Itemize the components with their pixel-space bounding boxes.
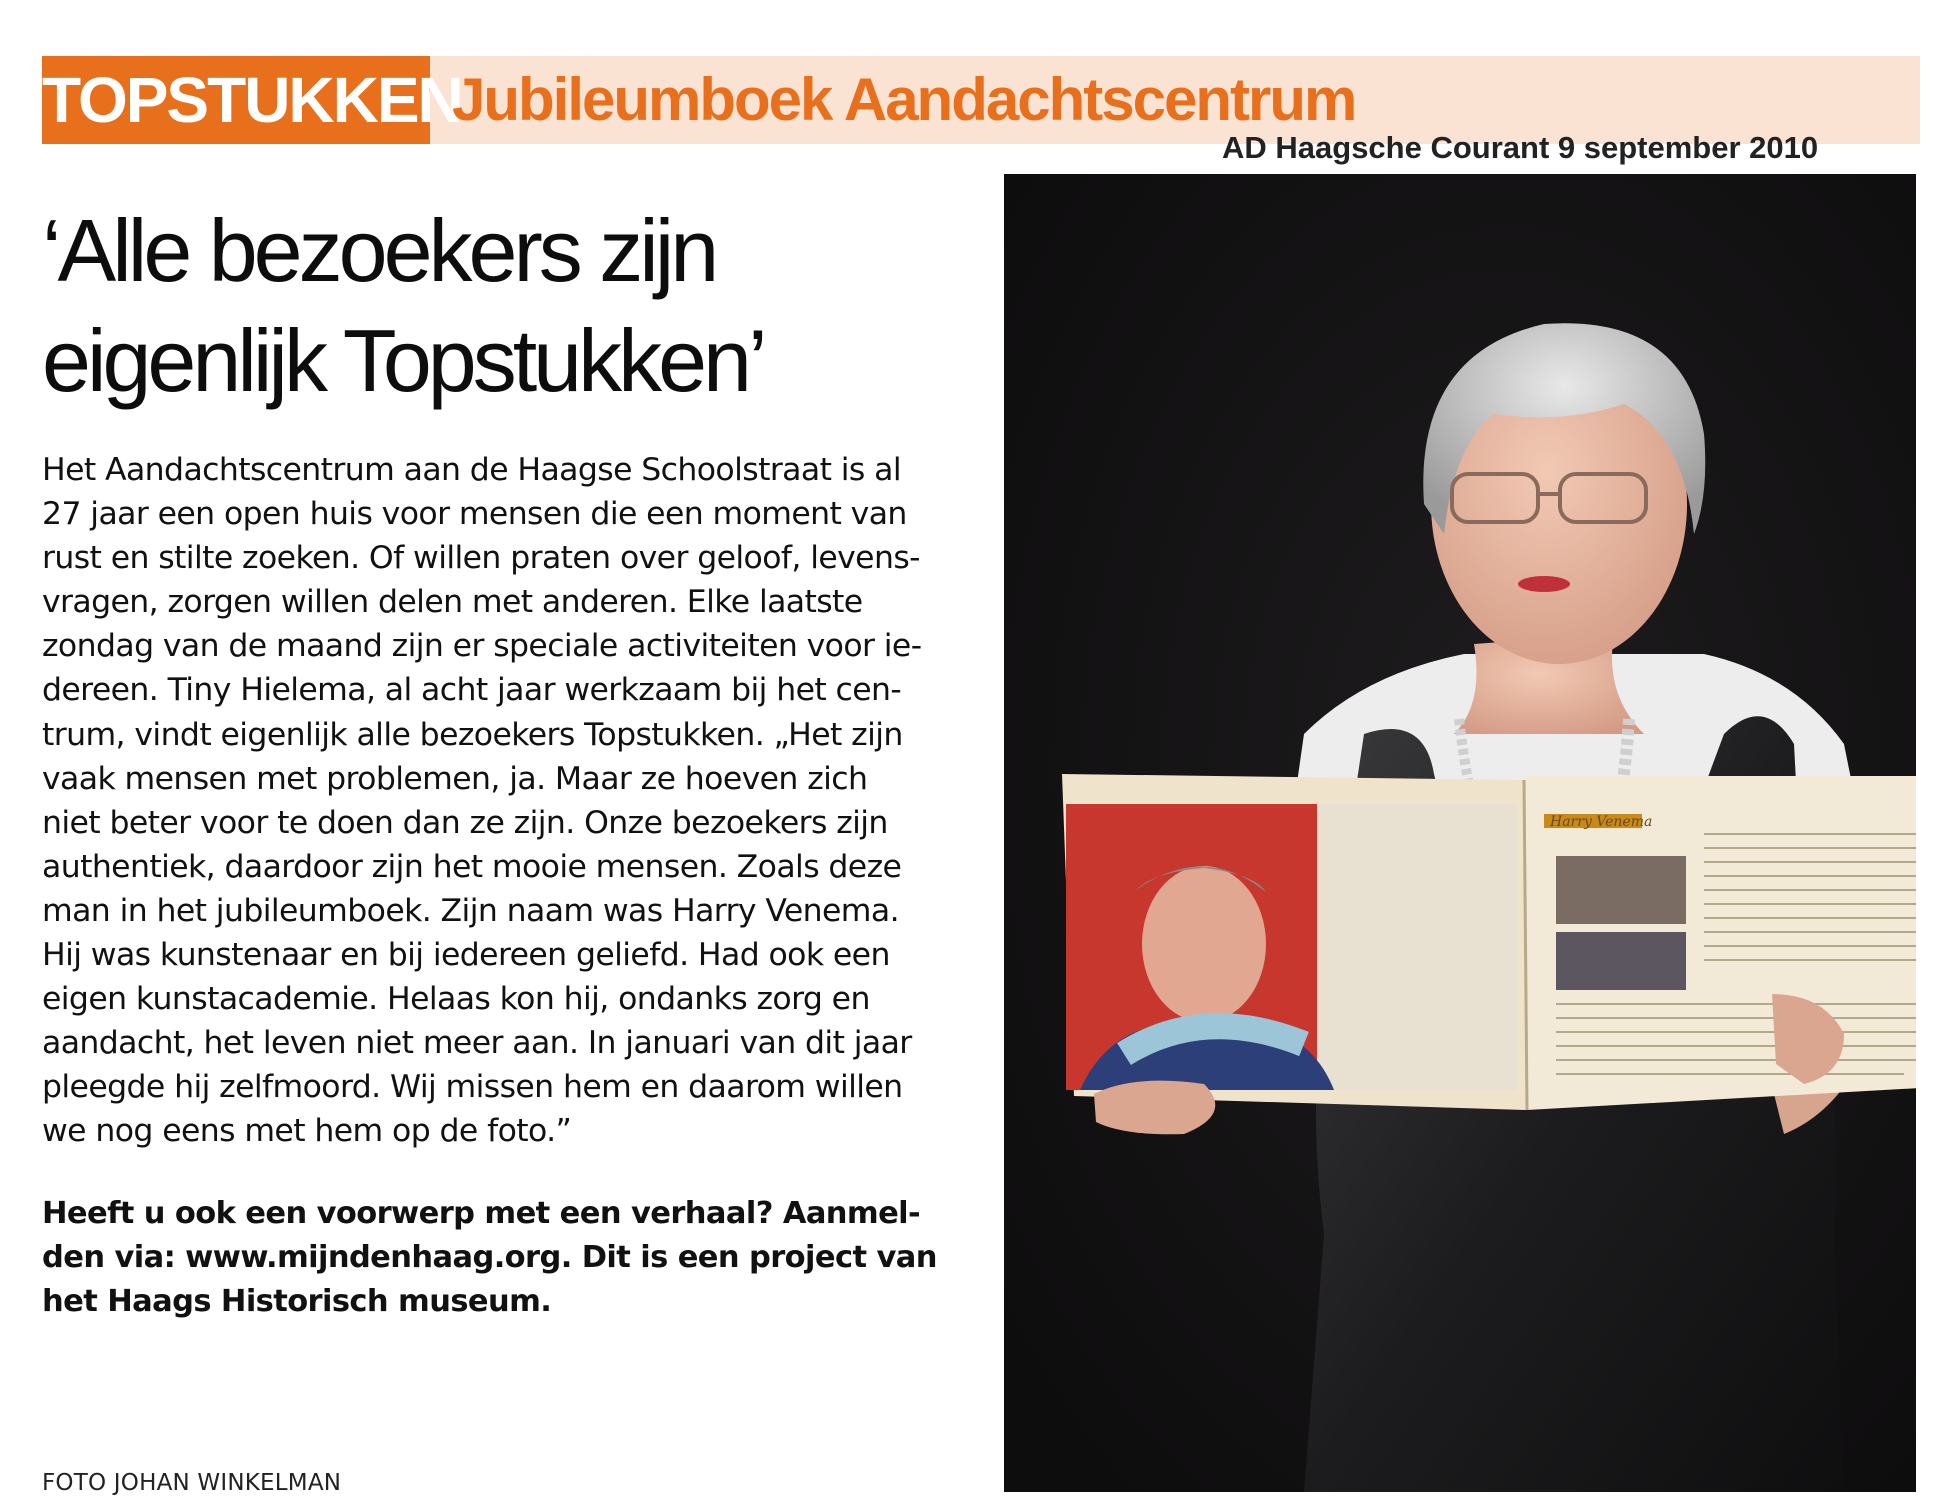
book-inset-photo-1 [1556, 856, 1686, 924]
body-line: trum, vindt eigenlijk alle bezoekers Topstukken. „Het zijn [42, 716, 903, 753]
body-line: rust en stilte zoeken. Of willen praten over geloof, levens- [42, 540, 920, 577]
lips [1518, 576, 1570, 592]
left-hand [1094, 1081, 1215, 1135]
body-line: 27 jaar een open huis voor mensen die een moment van [42, 496, 907, 533]
cta-line: het Haags Historisch museum. [42, 1284, 552, 1319]
portrait-photo [1004, 174, 1916, 1492]
body-line: we nog eens met hem op de foto.” [42, 1113, 572, 1150]
cta-line: den via: www.mijndenhaag.org. Dit is een project van [42, 1240, 937, 1275]
photo-credit: FOTO JOHAN WINKELMAN [42, 1470, 342, 1496]
book-photo-man-face [1142, 866, 1266, 1022]
body-line: dereen. Tiny Hielema, al acht jaar werkzaam bij het cen- [42, 672, 902, 709]
book-inset-photo-2 [1556, 932, 1686, 990]
source-line: AD Haagsche Courant 9 september 2010 [1222, 130, 1819, 165]
body-line: zondag van de maand zijn er speciale activiteiten voor ie- [42, 628, 922, 665]
body-line: authentiek, daardoor zijn het mooie mensen. Zoals deze [42, 848, 902, 885]
body-text [42, 448, 962, 1154]
body-line: eigen kunstacademie. Helaas kon hij, ondanks zorg en [42, 981, 870, 1018]
body-line: niet beter voor te doen dan ze zijn. Onze bezoekers zijn [42, 804, 888, 841]
cta-line: Heeft u ook een voorwerp met een verhaal? Aanmel- [42, 1196, 921, 1231]
body-line: pleegde hij zelfmoord. Wij missen hem en daarom willen [42, 1069, 903, 1106]
headline [42, 196, 982, 416]
portrait-illustration [1004, 174, 1916, 1492]
body-line: man in het jubileumboek. Zijn naam was Harry Venema. [42, 892, 899, 929]
body-line: Het Aandachtscentrum aan de Haagse Schoolstraat is al [42, 452, 901, 488]
headline-line-1: ‘Alle bezoekers zijn [42, 201, 716, 300]
body-line: vaak mensen met problemen, ja. Maar ze hoeven zich [42, 760, 868, 797]
body-line: vragen, zorgen willen delen met anderen. Elke laatste [42, 584, 863, 621]
headline-line-2: eigenlijk Topstukken’ [42, 311, 764, 410]
section-title: Jubileumboek Aandachtscentrum [452, 66, 1356, 133]
body-line: aandacht, het leven niet meer aan. In januari van dit jaar [42, 1025, 912, 1062]
book-heading: Harry Venema [1550, 814, 1653, 830]
body-line: Hij was kunstenaar en bij iedereen geliefd. Had ook een [42, 937, 890, 974]
call-to-action [42, 1192, 962, 1324]
section-label: TOPSTUKKEN [42, 56, 430, 144]
